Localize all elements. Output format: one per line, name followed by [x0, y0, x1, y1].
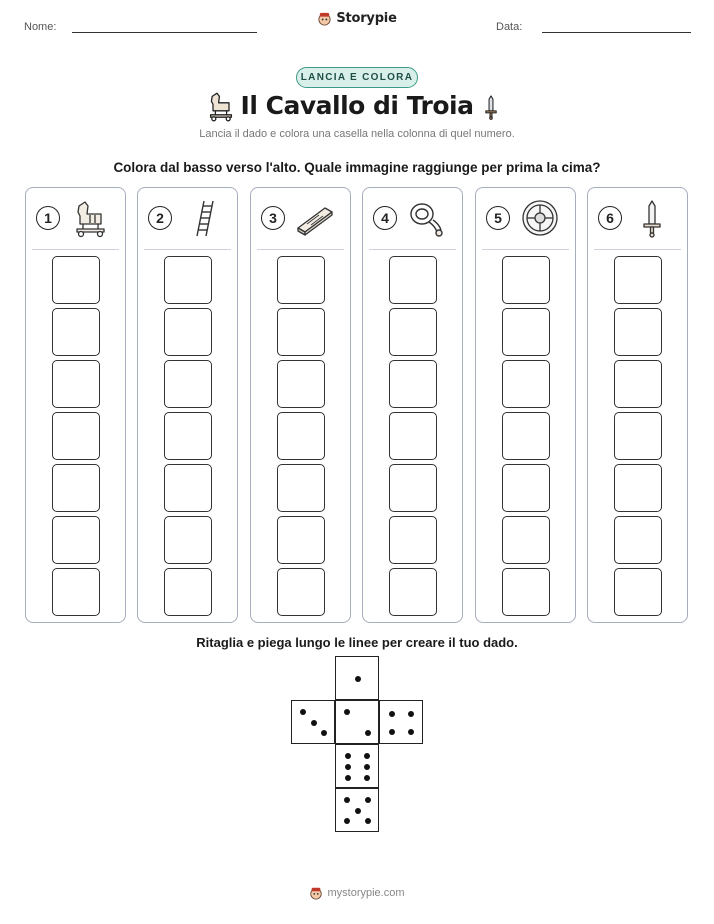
column-number: 1	[36, 206, 60, 230]
dice-instruction: Ritaglia e piega lungo le linee per creare il tuo dado.	[196, 635, 518, 650]
date-line	[542, 32, 691, 33]
brand-name: Storypie	[336, 11, 397, 26]
color-cell[interactable]	[389, 568, 437, 616]
footer-url[interactable]: mystorypie.com	[327, 887, 405, 899]
color-cell[interactable]	[614, 568, 662, 616]
activity-badge: LANCIA E COLORA	[296, 67, 418, 88]
color-cell[interactable]	[52, 360, 100, 408]
color-cell[interactable]	[52, 256, 100, 304]
color-cell[interactable]	[614, 360, 662, 408]
dice-face-6	[335, 744, 379, 788]
column-5	[475, 187, 576, 623]
color-cell[interactable]	[389, 308, 437, 356]
column-2	[137, 187, 238, 623]
color-cell[interactable]	[502, 256, 550, 304]
color-cell[interactable]	[502, 412, 550, 460]
dice-face-1	[335, 656, 379, 700]
title-sword-icon	[478, 92, 504, 122]
color-cell[interactable]	[52, 412, 100, 460]
color-cell[interactable]	[277, 568, 325, 616]
column-number: 3	[261, 206, 285, 230]
color-cell[interactable]	[614, 308, 662, 356]
color-cell[interactable]	[164, 256, 212, 304]
shield-icon	[520, 198, 560, 238]
column-1	[25, 187, 126, 623]
color-cell[interactable]	[277, 516, 325, 564]
dice-face-2	[335, 700, 379, 744]
page-title: Il Cavallo di Troia	[240, 91, 474, 120]
color-cell[interactable]	[389, 256, 437, 304]
column-number: 4	[373, 206, 397, 230]
column-number: 2	[148, 206, 172, 230]
color-cell[interactable]	[502, 568, 550, 616]
color-cell[interactable]	[502, 516, 550, 564]
color-cell[interactable]	[164, 308, 212, 356]
color-cell[interactable]	[52, 516, 100, 564]
color-cell[interactable]	[52, 464, 100, 512]
color-cell[interactable]	[389, 412, 437, 460]
name-label: Nome:	[24, 21, 57, 33]
page-subtitle: Lancia il dado e colora una casella nella colonna di quel numero.	[199, 128, 515, 140]
storypie-mascot-icon	[309, 886, 323, 900]
color-cell[interactable]	[502, 360, 550, 408]
color-cell[interactable]	[502, 308, 550, 356]
color-cell[interactable]	[52, 308, 100, 356]
color-cell[interactable]	[52, 568, 100, 616]
color-cell[interactable]	[277, 360, 325, 408]
wooden-plank-icon	[295, 198, 335, 238]
color-cell[interactable]	[164, 464, 212, 512]
color-cell[interactable]	[164, 412, 212, 460]
footer	[0, 886, 714, 900]
column-6	[587, 187, 688, 623]
color-cell[interactable]	[614, 516, 662, 564]
dice-face-3	[291, 700, 335, 744]
dice-face-5	[335, 788, 379, 832]
color-cell[interactable]	[164, 516, 212, 564]
date-label: Data:	[496, 21, 523, 33]
color-cell[interactable]	[389, 360, 437, 408]
coloring-instruction: Colora dal basso verso l'alto. Quale immagine raggiunge per prima la cima?	[113, 160, 601, 175]
color-cell[interactable]	[389, 464, 437, 512]
brand-logo	[0, 11, 714, 26]
color-cell[interactable]	[277, 464, 325, 512]
color-cell[interactable]	[614, 412, 662, 460]
column-3	[250, 187, 351, 623]
trojan-horse-icon	[70, 198, 110, 238]
ladder-icon	[182, 198, 222, 238]
color-cell[interactable]	[164, 568, 212, 616]
color-cell[interactable]	[277, 308, 325, 356]
color-cell[interactable]	[277, 256, 325, 304]
color-cell[interactable]	[164, 360, 212, 408]
color-cell[interactable]	[277, 412, 325, 460]
color-cell[interactable]	[614, 464, 662, 512]
color-cell[interactable]	[389, 516, 437, 564]
column-4	[362, 187, 463, 623]
column-number: 6	[598, 206, 622, 230]
color-cell[interactable]	[614, 256, 662, 304]
sword-icon	[632, 198, 672, 238]
column-number: 5	[486, 206, 510, 230]
storypie-mascot-icon	[317, 11, 332, 26]
color-cell[interactable]	[502, 464, 550, 512]
dice-face-4	[379, 700, 423, 744]
rope-icon	[407, 198, 447, 238]
name-line	[72, 32, 257, 33]
